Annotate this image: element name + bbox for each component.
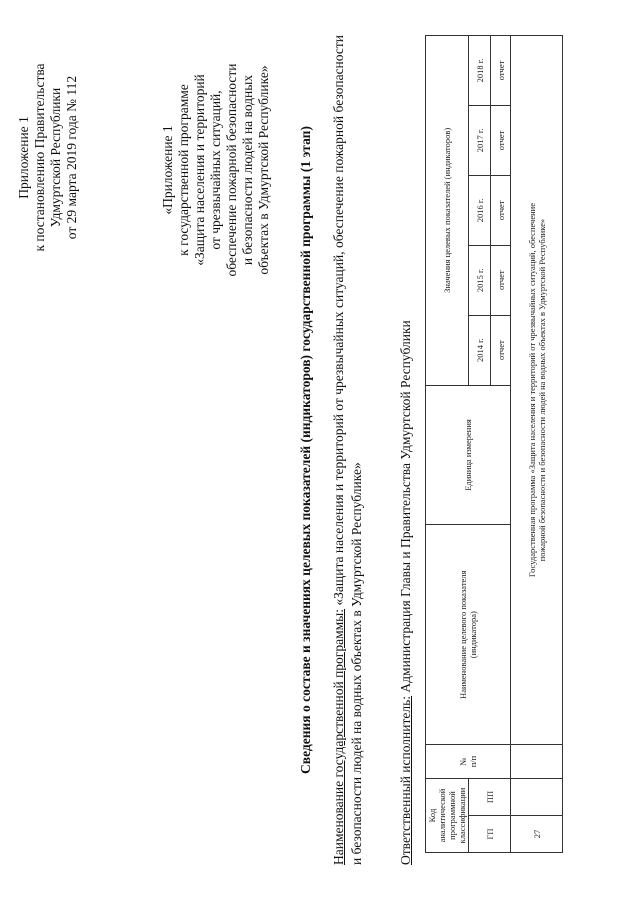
header-number — [426, 745, 511, 779]
header-indicator-name — [426, 525, 511, 745]
header-year-2016: 2016 г. — [469, 175, 491, 245]
appendix2-line2: к государственной программе — [176, 84, 191, 256]
appendix2-header — [160, 45, 272, 295]
header-pp: ПП — [469, 779, 511, 816]
appendix-line4: от 29 марта 2019 года № 112 — [64, 75, 79, 240]
row-number-empty — [511, 745, 563, 779]
header-number-line2: п/п — [468, 755, 478, 768]
header-code — [426, 779, 469, 853]
program-text: «Защита населения и территорий от чрезвычайных ситуаций, обеспечение пожарной безопасности и безопасности людей на водных объектах в Удмуртской Республике» — [331, 35, 364, 865]
header-unit: Единица измерения — [426, 385, 511, 525]
header-year-2014: 2014 г. — [469, 315, 491, 385]
row-program-text — [511, 36, 563, 745]
row-text-line2: пожарной безопасности и безопасности людей на водных объектах в Удмуртской Республике» — [536, 218, 547, 562]
header-name-line2: (индикатора) — [468, 611, 478, 659]
header-name-line1: Наименование целевого показателя — [458, 570, 468, 699]
appendix2-line5: обеспечение пожарной безопасности — [224, 63, 239, 277]
appendix2-line4: от чрезвычайных ситуаций, — [208, 90, 223, 250]
appendix-line1: Приложение 1 — [16, 116, 31, 199]
header-report-2018: отчет — [491, 36, 511, 106]
header-year-2015: 2015 г. — [469, 245, 491, 315]
row-code: 27 — [511, 816, 563, 853]
row-pp-empty — [511, 779, 563, 816]
appendix-header — [16, 40, 80, 275]
appendix2-line7: объектах в Удмуртской Республике» — [256, 65, 271, 275]
table-header-row1 — [426, 36, 469, 853]
header-report-2017: отчет — [491, 105, 511, 175]
header-gp: ГП — [469, 816, 511, 853]
header-report-2015: отчет — [491, 245, 511, 315]
appendix-line3: Удмуртской Республики — [48, 87, 63, 228]
header-year-2018: 2018 г. — [469, 36, 491, 106]
header-code-line3: программной — [447, 791, 457, 840]
appendix2-line3: «Защита населения и территорий — [192, 74, 207, 266]
responsible-label: Ответственный исполнитель: — [398, 695, 413, 865]
appendix2-line6: и безопасности людей на водных — [240, 74, 255, 266]
appendix-line2: к постановлению Правительства — [32, 63, 47, 252]
row-text-line1: Государственная программа «Защита населения и территорий от чрезвычайных ситуаций, обеспечение — [526, 203, 537, 578]
header-report-2014: отчет — [491, 315, 511, 385]
header-code-line1: Код — [427, 808, 437, 823]
document-title: Сведения о составе и значениях целевых показателей (индикаторов) государственной программы (1 этап) — [298, 126, 313, 774]
indicators-table — [425, 35, 563, 853]
table-row — [511, 36, 563, 853]
header-code-line2: аналитической — [437, 788, 447, 843]
header-number-line1: № — [458, 757, 468, 766]
header-year-2017: 2017 г. — [469, 105, 491, 175]
header-values: Значения целевых показателей (индикаторов) — [426, 36, 469, 386]
program-label: Наименование государственной программы: — [331, 609, 346, 865]
header-code-line4: классификации — [457, 787, 467, 844]
header-report-2016: отчет — [491, 175, 511, 245]
program-name — [330, 35, 366, 865]
responsible-text: Администрация Главы и Правительства Удмуртской Республики — [398, 320, 413, 693]
appendix2-line1: «Приложение 1 — [160, 125, 175, 215]
responsible-executor — [398, 35, 414, 865]
